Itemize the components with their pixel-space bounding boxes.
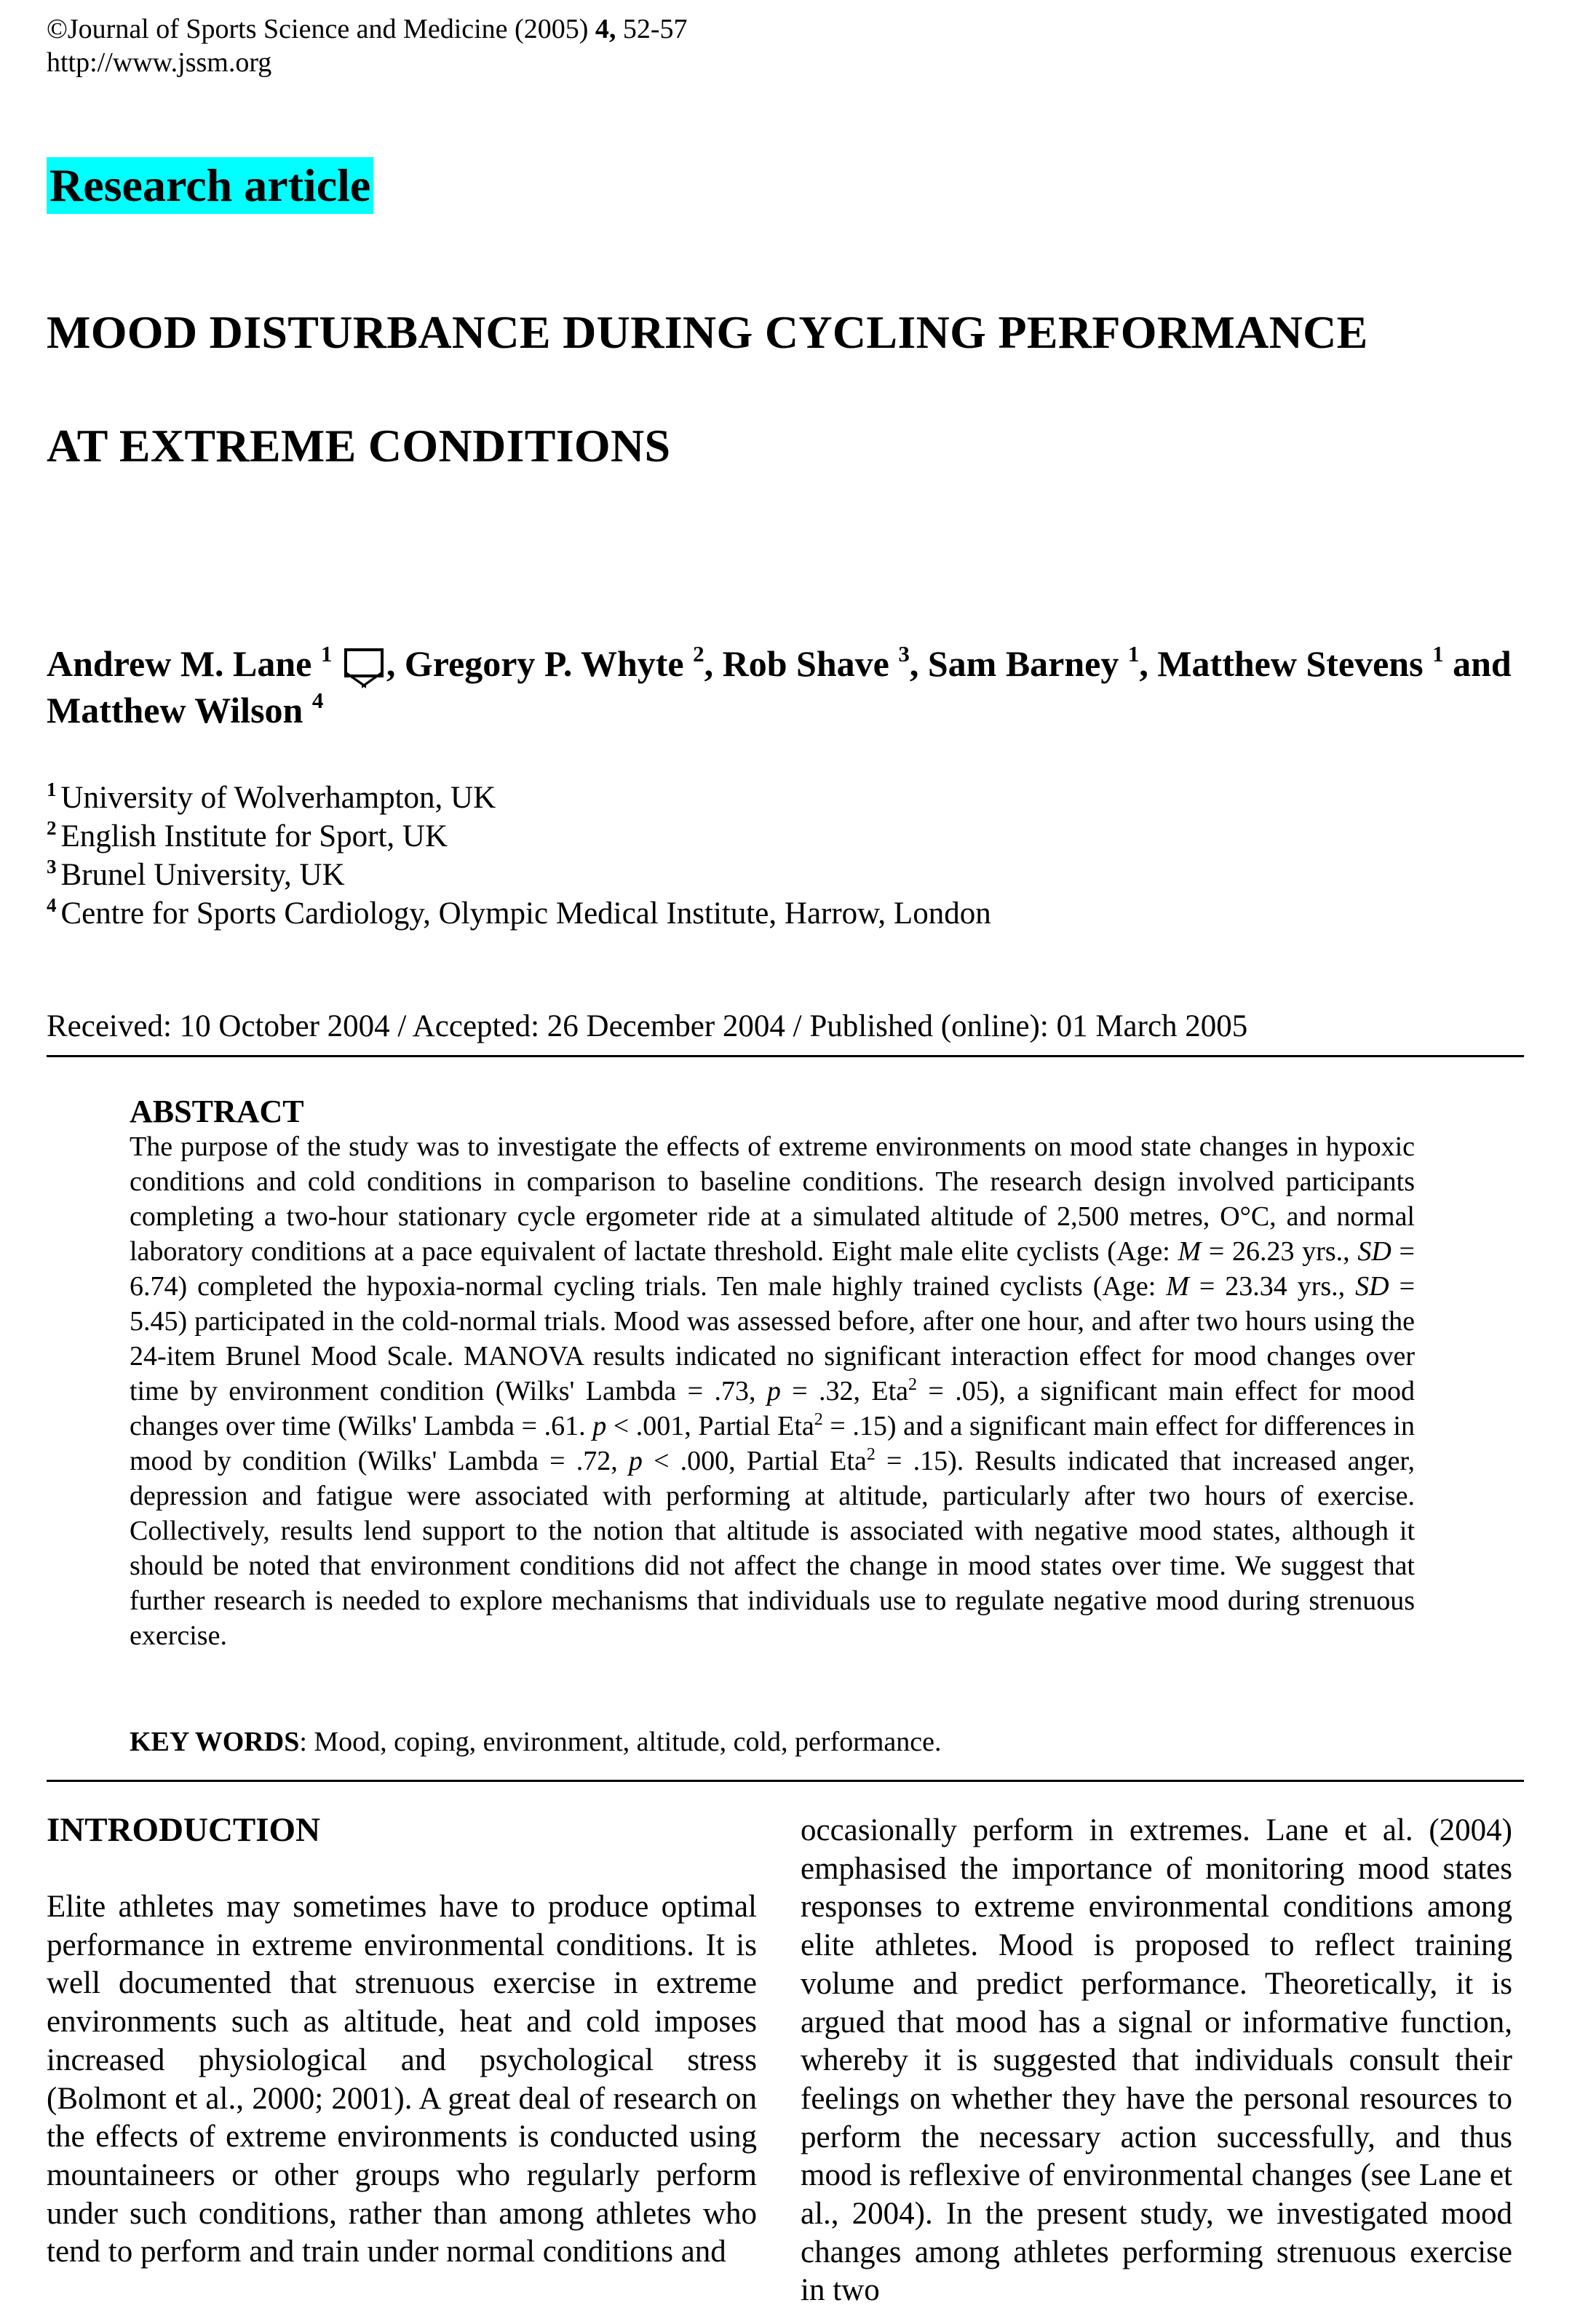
email-envelope-icon[interactable] [344,648,384,677]
affiliation-2: $^2$ English Institute for Sport, UK [47,817,448,853]
received-dates: Received: 10 October 2004 / Accepted: 26 December 2004 / Published (online): 01 March 2005 [47,1009,1248,1043]
introduction-left-column: Elite athletes may sometimes have to produce optimal performance in extreme environmental conditions. It is well documented that strenuous exercise in extreme environments such as altitude, heat and cold imposes increased physiological and psychological stress (Bolmont et al., 2000; 2001). A great deal of research on the effects of extreme environments is conducted using mountaineers or other groups who regularly perform under such conditions, rather than among athletes who tend to perform and train under normal conditions and [47,1890,757,2269]
affiliation-3: $^3$ Brunel University, UK [47,856,345,892]
affiliation-4: $^4$ Centre for Sports Cardiology, Olympic Medical Institute, Harrow, London [47,894,991,931]
author-list: Andrew M. Lane $^1$ , Gregory P. Whyte $^2$, Rob Shave $^3$, Sam Barney $^1$, Matthew Stevens $^1$ and Matthew Wilson $^4$ [47,641,1512,731]
keywords: KEY WORDS: Mood, coping, environment, altitude, cold, performance. [130,1727,942,1757]
title-line-1: MOOD DISTURBANCE DURING CYCLING PERFORMANCE [47,306,1368,358]
abstract-body: The purpose of the study was to investigate the effects of extreme environments on mood state changes in hypoxic conditions and cold conditions in comparison to baseline conditions. The research design involved participants completing a two-hour stationary cycle ergometer ride at a simulated altitude of 2,500 metres, O°C, and normal laboratory conditions at a pace equivalent of lactate threshold. Eight male elite cyclists (Age: M = 26.23 yrs., SD = 6.74) completed the hypoxia-normal cycling trials. Ten male highly trained cyclists (Age: M = 23.34 yrs., SD = 5.45) participated in the cold-normal trials. Mood was assessed before, after one hour, and after two hours using the 24-item Brunel Mood Scale. MANOVA results indicated no significant interaction effect for mood changes over time by environment condition (Wilks' Lambda = .73, p = .32, Eta$^2$ = .05), a significant main effect for mood changes over time (Wilks' Lambda = .61. p < .001, Partial Eta$^2$ = .15) and a significant main effect for differences in mood by condition (Wilks' Lambda = .72, p < .000, Partial Eta$^2$ = .15). Results indicated that increased anger, depression and fatigue were associated with performing at altitude, particularly after two hours of exercise. Collectively, results lend support to the notion that altitude is associated with negative mood states, although it should be noted that environment conditions did not affect the change in mood states over time. We suggest that further research is needed to explore mechanisms that individuals use to regulate negative mood during strenuous exercise. [130,1131,1416,1651]
divider-bottom [47,1780,1524,1782]
abstract-heading: ABSTRACT [130,1094,304,1129]
title-line-2: AT EXTREME CONDITIONS [47,420,671,471]
journal-citation: ©Journal of Sports Science and Medicine (2005) 4, 52-57 [47,14,688,44]
affiliation-1: $^1$ University of Wolverhampton, UK [47,779,496,815]
journal-url[interactable]: http://www.jssm.org [47,47,272,78]
introduction-heading: INTRODUCTION [47,1811,321,1849]
article-type-label: Research article [47,157,373,214]
divider-top [47,1055,1524,1057]
introduction-right-column: occasionally perform in extremes. Lane et al. (2004) emphasised the importance of monitoring mood states responses to extreme environmental conditions among elite athletes. Mood is proposed to reflect training volume and predict performance. Theoretically, it is argued that mood has a signal or informative function, whereby it is suggested that individuals consult their feelings on whether they have the personal resources to perform the necessary action successfully, and thus mood is reflexive of environmental changes (see Lane et al., 2004). In the present study, we investigated mood changes among athletes performing strenuous exercise in two [801,1813,1512,2308]
